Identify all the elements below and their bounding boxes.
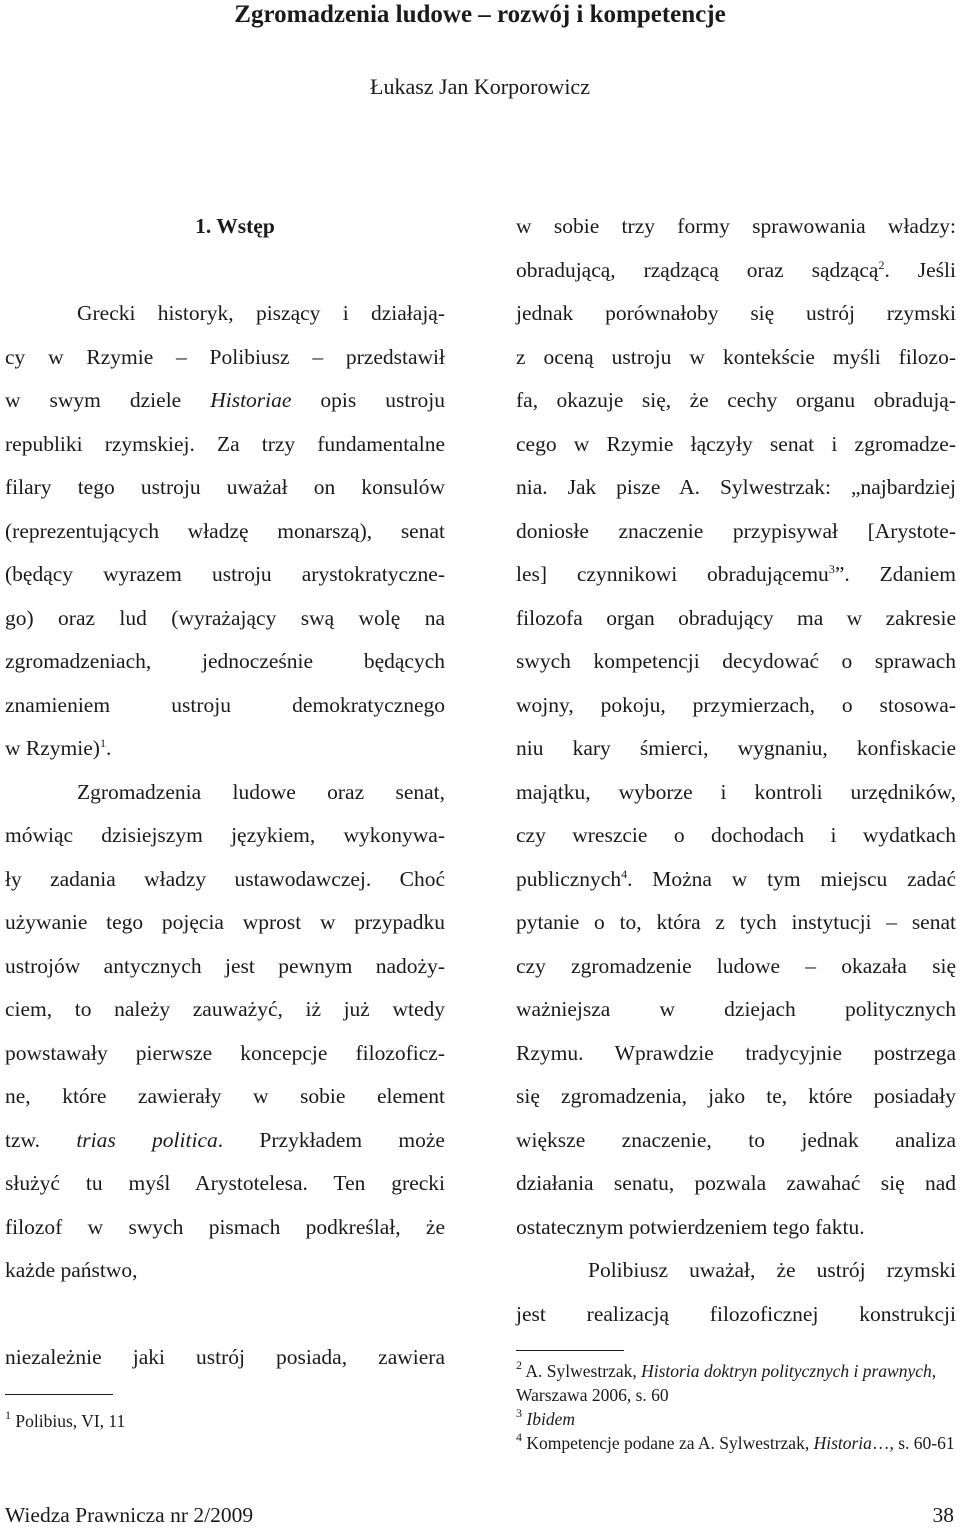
- text-line: powstawały pierwsze koncepcje filozoficz-: [5, 1040, 445, 1065]
- text-line: jest realizacją filozoficznej konstrukcji: [516, 1301, 956, 1326]
- text-line: z oceną ustroju w kontekście myśli filozo-: [516, 344, 956, 369]
- footnote-rule: [5, 1394, 113, 1395]
- text-line: ważniejsza w dziejach politycznych: [516, 997, 956, 1021]
- text-line: czy wreszcie o dochodach i wydatkach: [516, 823, 956, 847]
- footnote: [516, 1431, 956, 1455]
- text-fragment: les] czynnikowi obradującemu: [516, 562, 829, 586]
- text-line: ne, które zawierały w sobie element: [5, 1084, 445, 1108]
- text-line: niu kary śmierci, wygnaniu, konfiskacie: [516, 736, 956, 760]
- footnote-number: 2: [516, 1358, 522, 1372]
- text-line: republiki rzymskiej. Za trzy fundamentalne: [5, 431, 445, 456]
- text-fragment: ”. Zdaniem: [834, 562, 956, 586]
- footnote-number: 3: [516, 1406, 522, 1420]
- text-line: ły zadania władzy ustawodawczej. Choć: [5, 866, 445, 891]
- footnote-mark: 3: [828, 562, 835, 576]
- text-fragment: w Rzymie): [5, 736, 100, 760]
- text-fragment: obradującą, rządzącą oraz sądzącą: [516, 257, 879, 282]
- section-heading: 1. Wstęp: [195, 214, 275, 238]
- text-line: filozof w swych pismach podkreślał, że: [5, 1214, 445, 1239]
- text-fragment: . Można w tym miejscu zadać: [627, 866, 956, 891]
- text-line: doniosłe znaczenie przypisywał [Arystote-: [516, 518, 956, 543]
- text-line: Zgromadzenia ludowe oraz senat,: [77, 779, 445, 804]
- text-line: w sobie trzy formy sprawowania władzy:: [516, 214, 956, 238]
- text-line: filozofa organ obradujący ma w zakresie: [516, 605, 956, 630]
- footnote-text: A. Sylwestrzak,: [525, 1361, 642, 1381]
- text-line: większe znaczenie, to jednak analiza: [516, 1127, 956, 1152]
- text-fragment: . Jeśli: [884, 257, 956, 282]
- text-line: Rzymu. Wprawdzie tradycyjnie postrzega: [516, 1040, 956, 1065]
- footnote-number: 4: [516, 1430, 522, 1444]
- spacer: [5, 249, 445, 293]
- spacer: [5, 1293, 445, 1337]
- text-line: zgromadzeniach, jednocześnie będących: [5, 649, 445, 673]
- text-line: służyć tu myśl Arystotelesa. Ten grecki: [5, 1171, 445, 1195]
- footnote-italic: Historia doktryn politycznych i prawnych: [641, 1361, 932, 1381]
- text-line: ustrojów antycznych jest pewnym nadoży-: [5, 953, 445, 978]
- text-line: [516, 249, 956, 293]
- footnote-mark: 1: [99, 736, 106, 750]
- text-line: tzw. trias politica. Przykładem może: [5, 1127, 445, 1152]
- footnotes: [516, 1359, 956, 1455]
- text-line: jednak porównałoby się ustrój rzymski: [516, 301, 956, 325]
- text-line: w Rzymie)$^1$.: [5, 736, 112, 760]
- text-line: działania senatu, pozwala zawahać się nad: [516, 1171, 956, 1195]
- text-line: czy zgromadzenie ludowe – okazała się: [516, 953, 956, 978]
- text-line: swych kompetencji decydować o sprawach: [516, 649, 956, 673]
- author-name: Łukasz Jan Korporowicz: [370, 74, 590, 99]
- italic-term: Historiae: [210, 388, 292, 412]
- text-line: cego w Rzymie łączyły senat i zgromadze-: [516, 431, 956, 456]
- left-column: [5, 205, 445, 1433]
- text-line: pytanie o to, która z tych instytucji – senat: [516, 910, 956, 934]
- footnote-text: …, s. 60-61: [871, 1433, 955, 1453]
- text-line: znamieniem ustroju demokratycznego: [5, 692, 445, 717]
- text-line: (reprezentujących władzę monarszą), senat: [5, 518, 445, 543]
- text-line: ostatecznym potwierdzeniem tego faktu.: [516, 1214, 865, 1239]
- text-line: niezależnie jaki ustrój posiada, zawiera: [5, 1345, 445, 1369]
- text-line: majątku, wyborze i kontroli urzędników,: [516, 779, 956, 804]
- page-number: 38: [932, 1503, 954, 1527]
- text-line: Grecki historyk, piszący i działają-: [77, 301, 445, 325]
- text-line: cy w Rzymie – Polibiusz – przedstawił: [5, 344, 445, 369]
- text-line: filary tego ustroju uważał on konsulów: [5, 475, 445, 499]
- journal-footer: Wiedza Prawnicza nr 2/2009: [5, 1503, 254, 1527]
- text-line: (będący wyrazem ustroju arystokratyczne-: [5, 562, 445, 586]
- text-line: się zgromadzenia, jako te, które posiadały: [516, 1084, 956, 1108]
- text-fragment: publicznych: [516, 866, 622, 891]
- footnote: [516, 1407, 956, 1431]
- footnote: [516, 1359, 956, 1407]
- footnote-mark: 4: [621, 866, 628, 881]
- article-title: Zgromadzenia ludowe – rozwój i kompetencje: [234, 1, 726, 28]
- footnote-text: Kompetencje podane za A. Sylwestrzak,: [526, 1433, 814, 1453]
- footnote: [5, 1409, 445, 1433]
- text-line: mówiąc dzisiejszym językiem, wykonywa-: [5, 823, 445, 847]
- footnote-number: 1: [5, 1407, 11, 1422]
- text-line: fa, okazuje się, że cechy organu obradują-: [516, 388, 956, 412]
- footnote-italic: Historia: [813, 1433, 872, 1453]
- text-line: w swym dziele Historiae opis ustroju: [5, 388, 445, 412]
- text-line: [516, 553, 956, 597]
- italic-term: trias politica: [76, 1127, 218, 1152]
- text-line: każde państwo,: [5, 1258, 138, 1282]
- footnote-mark: 2: [878, 257, 885, 272]
- footnote-text: , Warszawa 2006, s. 60: [516, 1361, 937, 1405]
- footnote-italic: Ibidem: [526, 1409, 575, 1429]
- right-column: [516, 205, 956, 1455]
- text-line: nia. Jak pisze A. Sylwestrzak: „najbardziej: [516, 475, 956, 499]
- text-line: [516, 858, 956, 902]
- text-line: ciem, to należy zauważyć, iż już wtedy: [5, 997, 445, 1021]
- text-line: używanie tego pojęcia wprost w przypadku: [5, 910, 445, 934]
- footnote-text: Polibius, VI, 11: [15, 1410, 126, 1431]
- footnote-rule: [516, 1350, 624, 1351]
- text-line: wojny, pokoju, przymierzach, o stosowa-: [516, 692, 956, 717]
- text-line: go) oraz lud (wyrażający swą wolę na: [5, 605, 445, 630]
- text-line: Polibiusz uważał, że ustrój rzymski: [588, 1258, 956, 1282]
